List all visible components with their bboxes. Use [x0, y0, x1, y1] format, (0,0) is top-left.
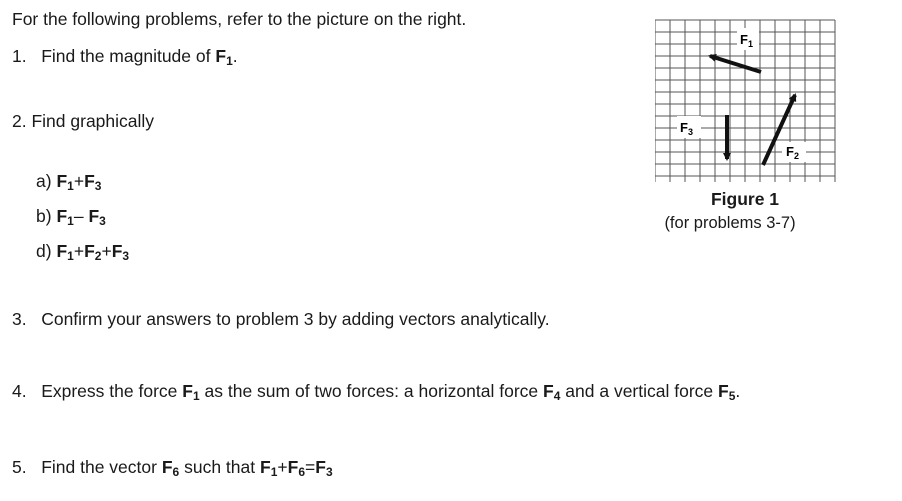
- problem-2b: b) $F_1-$ $F_3$: [36, 206, 106, 228]
- intro-text: For the following problems, refer to the picture on the right.: [12, 9, 467, 29]
- figure-title: Figure 1: [710, 189, 780, 209]
- problem-3: 3. Confirm your answers to problem 3 by adding vectors analytically.: [12, 309, 550, 329]
- problem-2: 2. Find graphically: [12, 111, 155, 131]
- problem-4: 4. Express the force $F_1$ as the sum of two forces: a horizontal force $F_4$ and a vertical force $F_5$.: [12, 381, 741, 403]
- problem-5: 5. Find the vector $F_6$ such that $F_1+F_6=F_3$: [12, 457, 333, 479]
- vector-figure: [655, 18, 837, 184]
- problem-2d: d) $F_1+F_2+F_3$: [36, 241, 130, 263]
- label-f2: $F_2$: [786, 144, 799, 161]
- figure-subtitle: (for problems 3-7): [664, 214, 796, 232]
- problem-2a: a) $F_1+F_3$: [36, 171, 102, 193]
- label-f1: $F_1$: [740, 32, 753, 49]
- label-f3: $F_3$: [680, 120, 693, 137]
- vector-f1: [710, 56, 761, 72]
- problem-1: 1. Find the magnitude of $F_1$.: [12, 46, 238, 68]
